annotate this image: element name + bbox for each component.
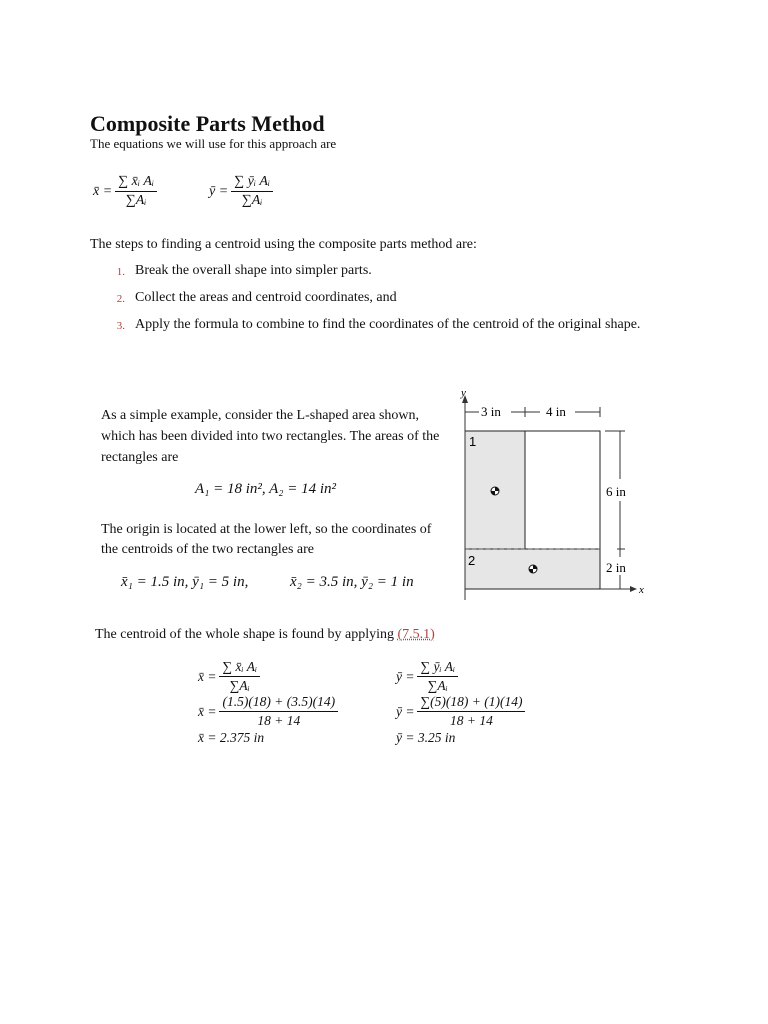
dim-3-label: 3 in	[481, 404, 501, 419]
centroid-1-marker	[491, 487, 499, 495]
calc-y-num-2: ∑(5)(18) + (1)(14)	[417, 694, 525, 712]
calc-y-den-2: 18 + 14	[450, 713, 493, 728]
xbar-denominator: ∑Aᵢ	[125, 193, 147, 209]
areas-equation: A₁ = 18 in², A₂ = 14 in²	[195, 481, 337, 497]
calc-x-den-2: 18 + 14	[257, 713, 301, 728]
step-text: Collect the areas and centroid coordinates, and	[135, 290, 397, 305]
step-text: Break the overall shape into simpler parts.	[135, 263, 372, 278]
calc-x-fraction-2	[219, 694, 338, 728]
calc-x-lhs-1: x̄ =	[198, 668, 217, 684]
calc-y-fraction-2	[417, 694, 525, 728]
centroid-2-marker	[529, 565, 537, 573]
xbar-lhs: x̄ =	[93, 183, 113, 199]
l-shape-diagram	[455, 385, 655, 600]
ybar-formula	[209, 174, 273, 209]
xbar-fraction	[115, 174, 157, 209]
calc-y-num-1: ∑ ȳᵢ Aᵢ	[417, 659, 458, 677]
xbar-numerator: ∑ x̄ᵢ Aᵢ	[115, 174, 157, 192]
xbar-formula	[93, 174, 157, 209]
centroid-1-equation: x̄₁ = 1.5 in, ȳ₁ = 5 in,	[121, 574, 249, 590]
calc-y-fraction-1	[417, 659, 458, 693]
calc-x-result: x̄ = 2.375 in	[198, 730, 265, 745]
x-axis-arrow	[630, 586, 637, 592]
ybar-calculation	[396, 659, 525, 747]
y-axis-label: y	[461, 387, 466, 399]
ybar-fraction	[231, 174, 273, 209]
intro-text: The equations we will use for this approach are	[90, 136, 337, 151]
step-number: 1.	[116, 266, 125, 278]
part-2-label: 2	[468, 553, 476, 568]
page-title: Composite Parts Method	[90, 111, 325, 136]
calc-y-result: ȳ = 3.25 in	[396, 730, 456, 745]
calc-y-den-1: ∑Aᵢ	[427, 678, 448, 693]
xbar-calculation	[198, 659, 338, 747]
x-axis-label: x	[639, 584, 644, 596]
list-item	[90, 289, 650, 308]
dim-2-label: 2 in	[606, 560, 626, 575]
step-number: 2.	[116, 293, 125, 305]
list-item	[90, 316, 650, 335]
equation-reference-link[interactable]: (7.5.1)	[397, 627, 435, 642]
list-item	[90, 262, 650, 281]
steps-list	[90, 262, 650, 343]
dim-4-label: 4 in	[546, 404, 566, 419]
example-text: As a simple example, consider the L-shaped area shown, which has been divided into two rectangles. The areas of the rectangles are	[101, 408, 440, 465]
calc-y-lhs-1: ȳ =	[396, 668, 415, 684]
calc-x-fraction-1	[219, 659, 260, 693]
calc-x-den-1: ∑Aᵢ	[229, 678, 250, 693]
origin-text: The origin is located at the lower left, so the coordinates of the centroids of the two rectangles are	[101, 522, 432, 557]
calc-x-num-2: (1.5)(18) + (3.5)(14)	[219, 694, 338, 712]
step-number: 3.	[116, 320, 125, 332]
ybar-denominator: ∑Aᵢ	[241, 193, 263, 209]
whole-shape-text	[95, 627, 435, 643]
centroid-2-equation: x̄₂ = 3.5 in, ȳ₂ = 1 in	[290, 574, 414, 590]
calc-x-lhs-2: x̄ =	[198, 703, 217, 719]
steps-intro: The steps to finding a centroid using the composite parts method are:	[90, 237, 477, 252]
step-text: Apply the formula to combine to find the coordinates of the centroid of the original shape.	[135, 317, 641, 332]
whole-shape-sentence: The centroid of the whole shape is found by applying	[95, 627, 394, 642]
ybar-lhs: ȳ =	[209, 183, 229, 199]
ybar-numerator: ∑ ȳᵢ Aᵢ	[231, 174, 273, 192]
dim-6-label: 6 in	[606, 484, 626, 499]
part-1-label: 1	[469, 434, 477, 449]
calc-y-lhs-2: ȳ =	[396, 703, 415, 719]
calc-x-num-1: ∑ x̄ᵢ Aᵢ	[219, 659, 260, 677]
